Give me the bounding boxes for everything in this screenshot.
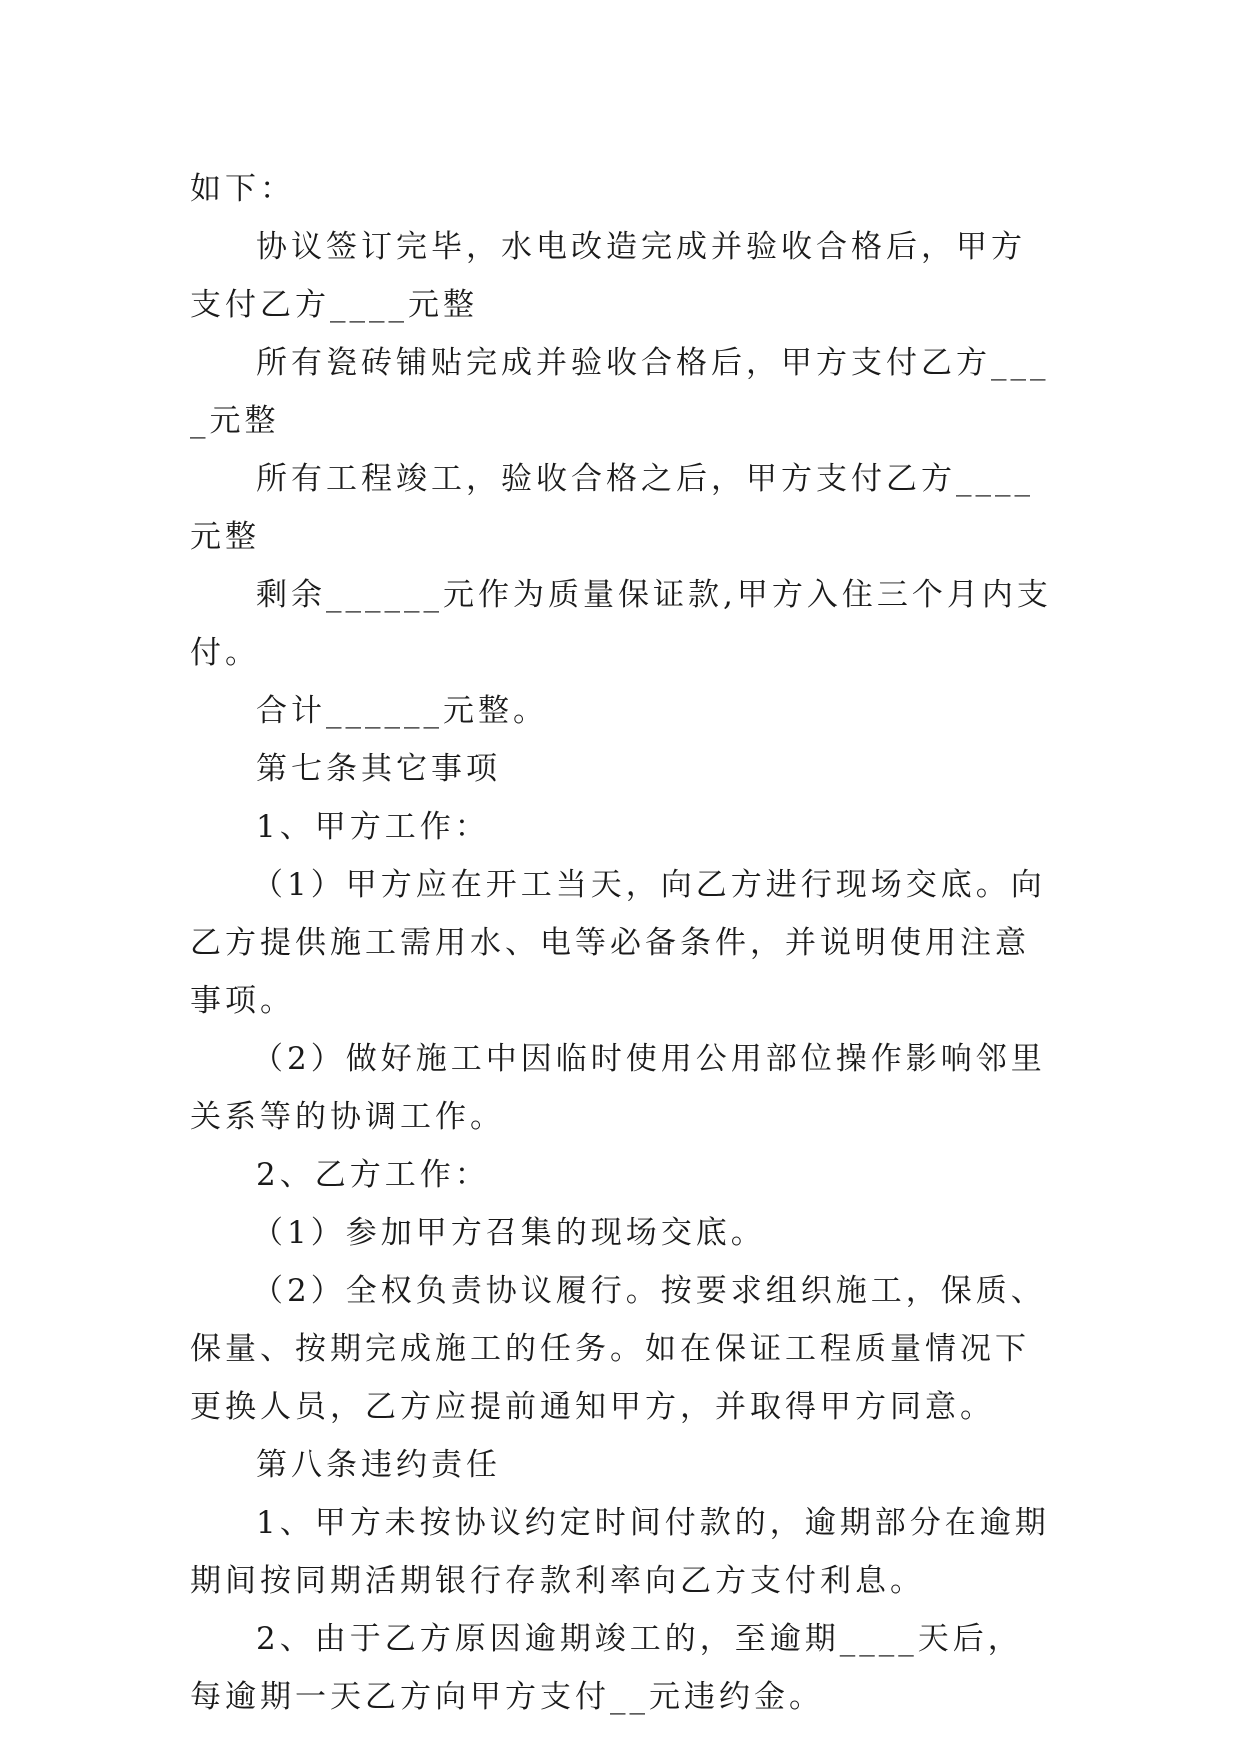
paragraph-party-a-item-1: （1）甲方应在开工当天，向乙方进行现场交底。向乙方提供施工需用水、电等必备条件，并说明使用注意事项。	[190, 867, 1046, 1019]
paragraph-payment-3: 所有工程竣工，验收合格之后，甲方支付乙方____元整	[190, 461, 1034, 555]
paragraph-intro: 如下：	[190, 171, 295, 207]
paragraph-remaining: 剩余______元作为质量保证款,甲方入住三个月内支付。	[190, 577, 1052, 671]
document-body	[190, 160, 1056, 1726]
heading-article-8: 第八条违约责任	[256, 1447, 501, 1483]
paragraph-payment-1: 协议签订完毕，水电改造完成并验收合格后，甲方支付乙方____元整	[190, 229, 1026, 323]
paragraph-liability-2: 2、由于乙方原因逾期竣工的，至逾期____天后，每逾期一天乙方向甲方支付__元违约金。	[190, 1621, 1023, 1715]
paragraph-liability-1: 1、甲方未按协议约定时间付款的，逾期部分在逾期期间按同期活期银行存款利率向乙方支付利息。	[190, 1505, 1050, 1599]
paragraph-party-b-item-2: （2）全权负责协议履行。按要求组织施工，保质、保量、按期完成施工的任务。如在保证工程质量情况下更换人员，乙方应提前通知甲方，并取得甲方同意。	[190, 1273, 1046, 1425]
paragraph-payment-2: 所有瓷砖铺贴完成并验收合格后，甲方支付乙方____元整	[190, 345, 1050, 439]
paragraph-party-b-item-1: （1）参加甲方召集的现场交底。	[252, 1215, 766, 1251]
paragraph-total: 合计______元整。	[256, 693, 548, 729]
paragraph-party-a-item-2: （2）做好施工中因临时使用公用部位操作影响邻里关系等的协调工作。	[190, 1041, 1046, 1135]
subheading-party-a-work: 1、甲方工作：	[256, 809, 490, 845]
subheading-party-b-work: 2、乙方工作：	[256, 1157, 490, 1193]
heading-article-7: 第七条其它事项	[256, 751, 501, 787]
